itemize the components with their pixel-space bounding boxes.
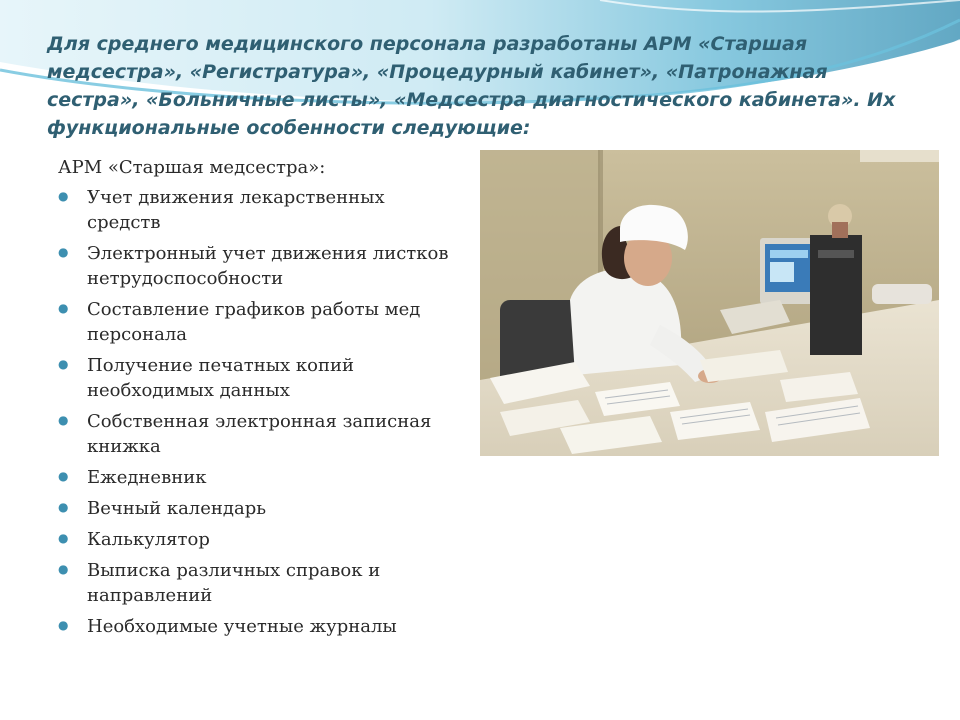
list-item-text: Учет движения лекарственных средств xyxy=(87,187,385,233)
list-item-text: Составление графиков работы мед персонала xyxy=(87,299,421,345)
bullet-icon: ● xyxy=(58,357,69,371)
slide-title: Для среднего медицинского персонала разработаны АРМ «Старшая медсестра», «Регистратура», «Процедурный кабинет», «Патронажная сестра», «Больничные листы», «Медсестра диагностического кабинета». Их функциональные особенности следующие: xyxy=(47,33,896,139)
list-item-text: Получение печатных копий необходимых данных xyxy=(87,355,354,401)
list-item xyxy=(58,496,463,521)
list-item xyxy=(58,614,463,639)
bullet-icon: ● xyxy=(58,500,69,514)
nurse-at-desk-photo xyxy=(480,150,939,456)
list-item xyxy=(58,465,463,490)
list-item-text: Калькулятор xyxy=(87,529,210,550)
list-item xyxy=(58,297,463,347)
bullet-icon: ● xyxy=(58,301,69,315)
list-item-text: Выписка различных справок и направлений xyxy=(87,560,381,606)
bullet-icon: ● xyxy=(58,469,69,483)
list-item xyxy=(58,409,463,459)
list-item xyxy=(58,241,463,291)
bullet-icon: ● xyxy=(58,531,69,545)
list-item-text: Собственная электронная записная книжка xyxy=(87,411,432,457)
list-item xyxy=(58,353,463,403)
list-item xyxy=(58,185,463,235)
feature-list xyxy=(58,185,463,639)
list-item-text: Необходимые учетные журналы xyxy=(87,616,397,637)
bullet-icon: ● xyxy=(58,245,69,259)
content-block xyxy=(58,156,463,645)
bullet-icon: ● xyxy=(58,413,69,427)
list-item-text: Электронный учет движения листков нетрудоспособности xyxy=(87,243,449,289)
bullet-icon: ● xyxy=(58,618,69,632)
list-item xyxy=(58,527,463,552)
list-item xyxy=(58,558,463,608)
bullet-icon: ● xyxy=(58,189,69,203)
section-heading: АРМ «Старшая медсестра»: xyxy=(58,157,326,178)
list-item-text: Вечный календарь xyxy=(87,498,267,519)
bullet-icon: ● xyxy=(58,562,69,576)
list-item-text: Ежедневник xyxy=(87,467,207,488)
